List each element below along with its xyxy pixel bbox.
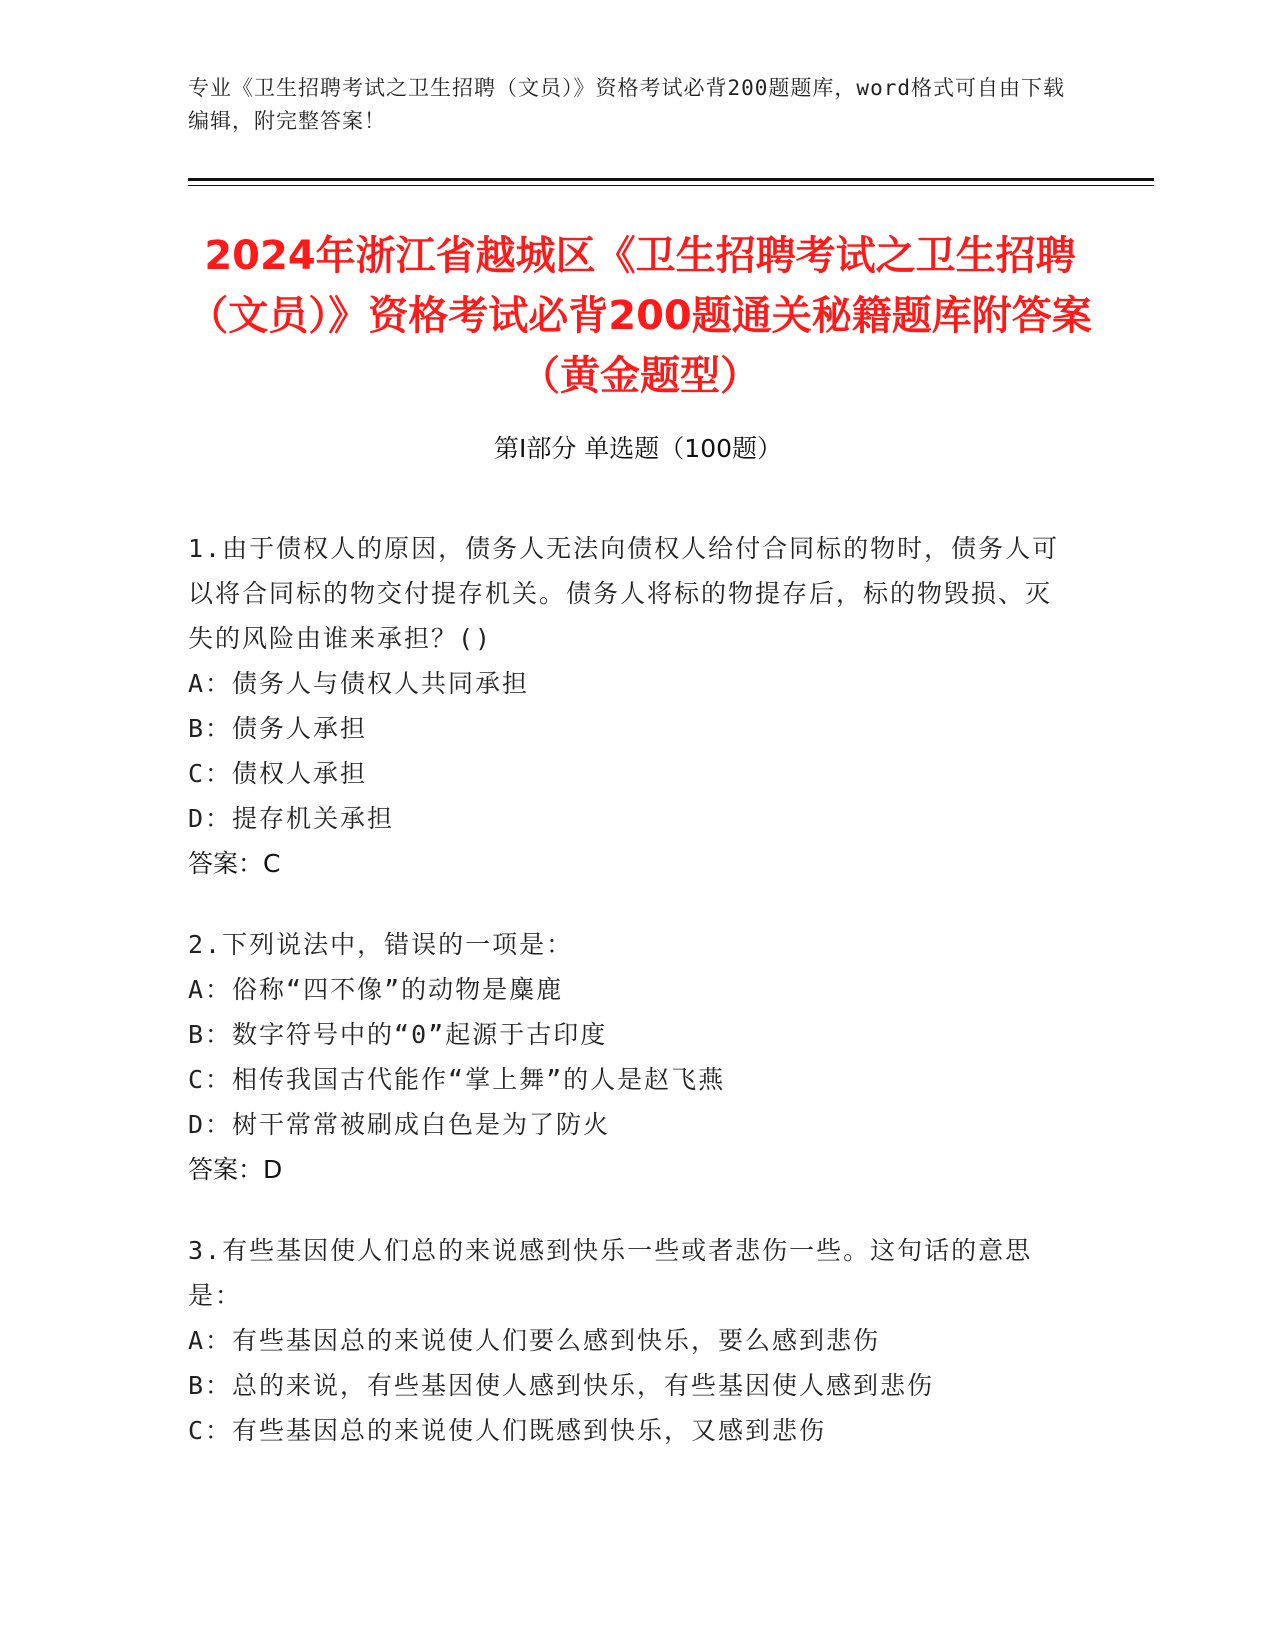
question-stem: 2.下列说法中，错误的一项是： xyxy=(188,930,574,959)
question-stem: 1.由于债权人的原因，债务人无法向债权人给付合同标的物时，债务人可以将合同标的物交付提存机关。债务人将标的物提存后，标的物毁损、灭失的风险由谁来承担？() xyxy=(188,534,1060,653)
header-divider-thick xyxy=(188,178,1154,181)
question-2 xyxy=(188,922,1068,1192)
answer: 答案：D xyxy=(188,1155,283,1184)
question-3 xyxy=(188,1228,1068,1453)
question-1 xyxy=(188,526,1068,886)
option-b: B：债务人承担 xyxy=(188,714,368,743)
option-c: C：相传我国古代能作“掌上舞”的人是赵飞燕 xyxy=(188,1065,726,1094)
option-a: A：债务人与债权人共同承担 xyxy=(188,669,530,698)
option-d: D：树干常常被刷成白色是为了防火 xyxy=(188,1110,611,1139)
section-heading: 第I部分 单选题（100题） xyxy=(493,434,783,463)
option-b: B：数字符号中的“0”起源于古印度 xyxy=(188,1020,608,1049)
option-a: A：俗称“四不像”的动物是麋鹿 xyxy=(188,975,564,1004)
header-divider-thin xyxy=(188,185,1154,186)
option-c: C：债权人承担 xyxy=(188,759,368,788)
option-b: B：总的来说，有些基因使人感到快乐，有些基因使人感到悲伤 xyxy=(188,1371,935,1400)
option-a: A：有些基因总的来说使人们要么感到快乐，要么感到悲伤 xyxy=(188,1326,881,1355)
answer: 答案：C xyxy=(188,849,281,878)
document-title: 2024年浙江省越城区《卫生招聘考试之卫生招聘（文员）》资格考试必背200题通关秘籍题库附答案（黄金题型） xyxy=(188,233,1092,399)
option-d: D：提存机关承担 xyxy=(188,804,395,833)
header-note: 专业《卫生招聘考试之卫生招聘（文员）》资格考试必背200题题库，word格式可自由下载编辑，附完整答案！ xyxy=(188,76,1065,133)
question-stem: 3.有些基因使人们总的来说感到快乐一些或者悲伤一些。这句话的意思是： xyxy=(188,1236,1033,1310)
option-c: C：有些基因总的来说使人们既感到快乐，又感到悲伤 xyxy=(188,1416,827,1445)
question-list xyxy=(188,526,1068,1489)
